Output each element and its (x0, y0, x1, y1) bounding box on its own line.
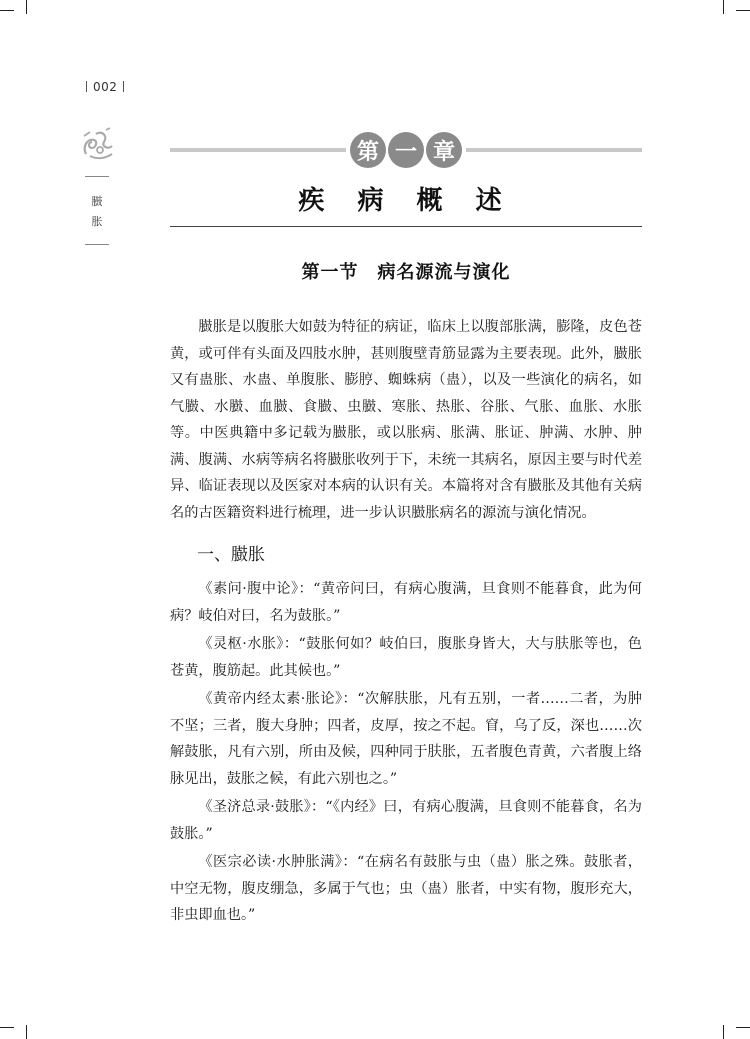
crop-mark-top-left-v (26, 0, 27, 14)
citation-lingshu: 《灵枢·水胀》：“鼓胀何如？岐伯曰，腹胀身皆大，大与肤胀等也，色苍黄，腹筋起。此其候也。” (170, 636, 642, 679)
side-running-title (90, 192, 104, 232)
chapter-banner (170, 130, 642, 170)
intro-paragraph-block (170, 314, 642, 526)
citation-shengji: 《圣济总录·鼓胀》：“《内经》曰，有病心腹满，旦食则不能暮食，名为鼓胀。” (170, 799, 642, 842)
crop-mark-top-right-v (723, 0, 724, 14)
side-rule-bottom (85, 244, 109, 245)
chapter-banner-line-right (466, 148, 642, 152)
citation-taisu: 《黄帝内经太素·胀论》：“次解肤胀，凡有五别，一者……二者，为肿不坚；三者，腹大身肿；四者，皮厚，按之不起。窅，乌了反，深也……次解鼓胀，凡有六别，所由及候，四种同于肤胀，五者腹色青黄，六者腹上络脉见出，鼓胀之候，有此六别也之。” (170, 691, 642, 787)
side-label-char-1: 臌 (91, 195, 103, 208)
page-number-left-bar (86, 81, 87, 92)
page-number-text: 002 (93, 80, 118, 94)
citation-yizong: 《医宗必读·水肿胀满》：“在病名有鼓胀与虫（蛊）胀之殊。鼓胀者，中空无物，腹皮绷急，多属于气也；虫（蛊）胀者，中实有物，腹形充大，非虫即血也。” (170, 854, 642, 923)
crop-mark-top-left-h (0, 10, 14, 11)
section-title: 第一节 病名源流与演化 (301, 262, 511, 283)
crop-mark-bottom-right-h (736, 1027, 750, 1028)
chapter-badge (350, 130, 462, 170)
crop-mark-bottom-left-v (26, 1025, 27, 1039)
decorative-emblem-icon (78, 124, 118, 164)
chapter-banner-line-left (170, 148, 346, 152)
chapter-badge-char-2: 一 (388, 132, 424, 168)
side-rule-top (85, 176, 109, 177)
crop-mark-top-right-h (736, 10, 750, 11)
page-number (80, 80, 130, 94)
page-number-right-bar (123, 81, 124, 92)
crop-mark-bottom-left-h (0, 1027, 14, 1028)
chapter-badge-char-1: 第 (350, 132, 386, 168)
citation-suwen: 《素问·腹中论》：“黄帝问曰，有病心腹满，旦食则不能暮食，此为何病？岐伯对曰，名为鼓胀。” (170, 581, 642, 624)
chapter-badge-char-3: 章 (426, 132, 462, 168)
subsection-heading: 一、臌胀 (197, 545, 265, 565)
side-label-char-2: 胀 (91, 215, 103, 228)
chapter-rule (170, 226, 642, 227)
chapter-title: 疾 病 概 述 (298, 186, 514, 216)
citations-block (170, 576, 642, 929)
intro-paragraph: 臌胀是以腹胀大如鼓为特征的病证，临床上以腹部胀满，膨隆，皮色苍黄，或可伴有头面及四肢水肿，甚则腹壁青筋显露为主要表现。此外，臌胀又有蛊胀、水蛊、单腹胀、膨脝、蜘蛛病（蛊），以及一些演化的病名，如气臌、水臌、血臌、食臌、虫臌、寒胀、热胀、谷胀、气胀、血胀、水胀等。中医典籍中多记载为臌胀，或以胀病、胀满、胀证、肿满、水肿、肿满、腹满、水病等病名将臌胀收列于下，未统一其病名，原因主要与时代差异、临证表现以及医家对本病的认识有关。本篇将对含有臌胀及其他有关病名的古医籍资料进行梳理，进一步认识臌胀病名的源流与演化情况。 (170, 319, 642, 521)
crop-mark-bottom-right-v (723, 1025, 724, 1039)
